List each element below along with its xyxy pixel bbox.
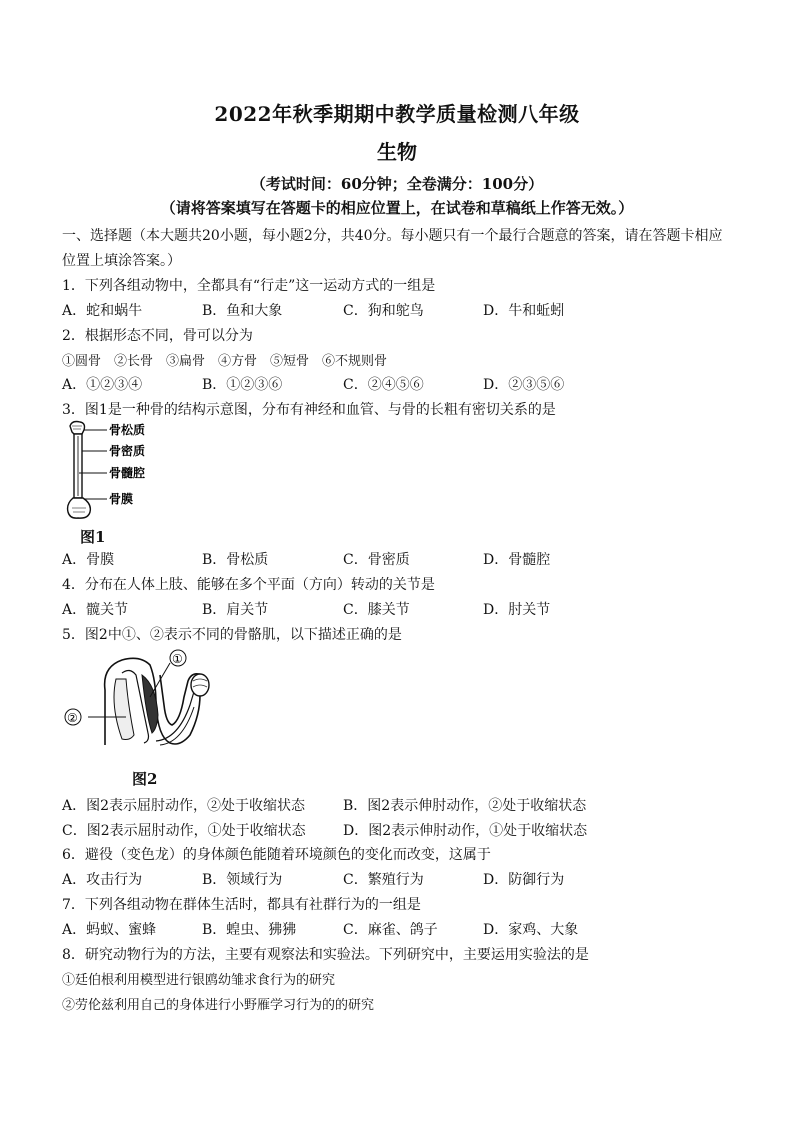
question-6-stem: 6．避役（变色龙）的身体颜色能随着环境颜色的变化而改变，这属于 [62, 847, 491, 863]
q2-option-b: B．①②③⑥ [202, 377, 283, 393]
question-5-stem: 5．图2中①、②表示不同的骨骼肌，以下描述正确的是 [62, 627, 402, 643]
question-8-stem: 8．研究动物行为的方法，主要有观察法和实验法。下列研究中，主要运用实验法的是 [62, 947, 589, 963]
question-1-stem: 1．下列各组动物中，全都具有“行走”这一运动方式的一组是 [62, 278, 436, 294]
q2-bone-types: ①圆骨 ②长骨 ③扁骨 ④方骨 ⑤短骨 ⑥不规则骨 [62, 354, 388, 369]
q6-option-c: C．繁殖行为 [343, 872, 424, 888]
q8-item-2: ②劳伦兹利用自己的身体进行小野雁学习行为的的研究 [62, 998, 375, 1013]
question-4-stem: 4．分布在人体上肢、能够在多个平面（方向）转动的关节是 [62, 577, 435, 593]
q4-option-a: A．髋关节 [62, 602, 129, 618]
q3-option-c: C．骨密质 [343, 552, 410, 568]
q7-option-c: C．麻雀、鸽子 [343, 922, 438, 938]
q4-option-c: C．膝关节 [343, 602, 410, 618]
figure-1-bone-diagram [60, 420, 170, 522]
q2-option-c: C．②④⑤⑥ [343, 377, 424, 393]
q6-option-d: D．防御行为 [483, 872, 565, 888]
figure-1-caption: 图1 [80, 528, 106, 546]
q7-option-a: A．蚂蚁、蜜蜂 [62, 922, 157, 938]
figure-2-caption: 图2 [132, 770, 158, 788]
fig2-label-muscle-2: ② [67, 711, 78, 725]
subject-title: 生物 [377, 140, 417, 164]
q8-item-1: ①廷伯根利用模型进行银鸥幼雏求食行为的研究 [62, 973, 336, 988]
q5-option-c: C．图2表示屈肘动作，①处于收缩状态 [62, 823, 306, 839]
question-3-stem: 3．图1是一种骨的结构示意图，分布有神经和血管、与骨的长粗有密切关系的是 [62, 402, 556, 418]
section-intro-line2: 位置上填涂答案。） [62, 253, 181, 269]
exam-title: 2022年秋季期期中教学质量检测八年级 [214, 102, 580, 126]
answer-notice: （请将答案填写在答题卡的相应位置上，在试卷和草稿纸上作答无效。） [160, 199, 634, 217]
q4-option-b: B．肩关节 [202, 602, 269, 618]
q7-option-d: D．家鸡、大象 [483, 922, 579, 938]
figure-2-arm-muscle-diagram [60, 645, 220, 760]
q2-option-a: A．①②③④ [62, 377, 143, 393]
question-2-stem: 2．根据形态不同，骨可以分为 [62, 328, 253, 344]
q3-option-d: D．骨髓腔 [483, 552, 551, 568]
q7-option-b: B．蝗虫、狒狒 [202, 922, 297, 938]
q5-option-a: A．图2表示屈肘动作，②处于收缩状态 [62, 798, 306, 814]
q1-option-c: C．狗和鸵鸟 [343, 303, 424, 319]
question-7-stem: 7．下列各组动物在群体生活时，都具有社群行为的一组是 [62, 897, 421, 913]
q3-option-a: A．骨膜 [62, 552, 115, 568]
q2-option-d: D．②③⑤⑥ [483, 377, 565, 393]
q1-option-b: B．鱼和大象 [202, 303, 283, 319]
q6-option-b: B．领域行为 [202, 872, 283, 888]
fig2-label-muscle-1: ① [172, 652, 183, 666]
fig1-label-marrow-cavity: 骨髓腔 [109, 466, 146, 480]
q1-option-d: D．牛和蚯蚓 [483, 303, 565, 319]
fig1-label-periosteum: 骨膜 [109, 492, 134, 506]
q6-option-a: A．攻击行为 [62, 872, 143, 888]
q5-option-d: D．图2表示伸肘动作，①处于收缩状态 [343, 823, 588, 839]
exam-info: （考试时间：60分钟；全卷满分：100分） [250, 175, 544, 193]
q3-option-b: B．骨松质 [202, 552, 269, 568]
section-intro-line1: 一、选择题（本大题共20小题，每小题2分，共40分。每小题只有一个最行合题意的答案，请在答题卡相应 [62, 228, 723, 244]
fig1-label-spongy-bone: 骨松质 [109, 423, 146, 437]
q4-option-d: D．肘关节 [483, 602, 551, 618]
q5-option-b: B．图2表示伸肘动作，②处于收缩状态 [343, 798, 587, 814]
q1-option-a: A．蛇和蜗牛 [62, 303, 143, 319]
fig1-label-compact-bone: 骨密质 [109, 444, 146, 458]
